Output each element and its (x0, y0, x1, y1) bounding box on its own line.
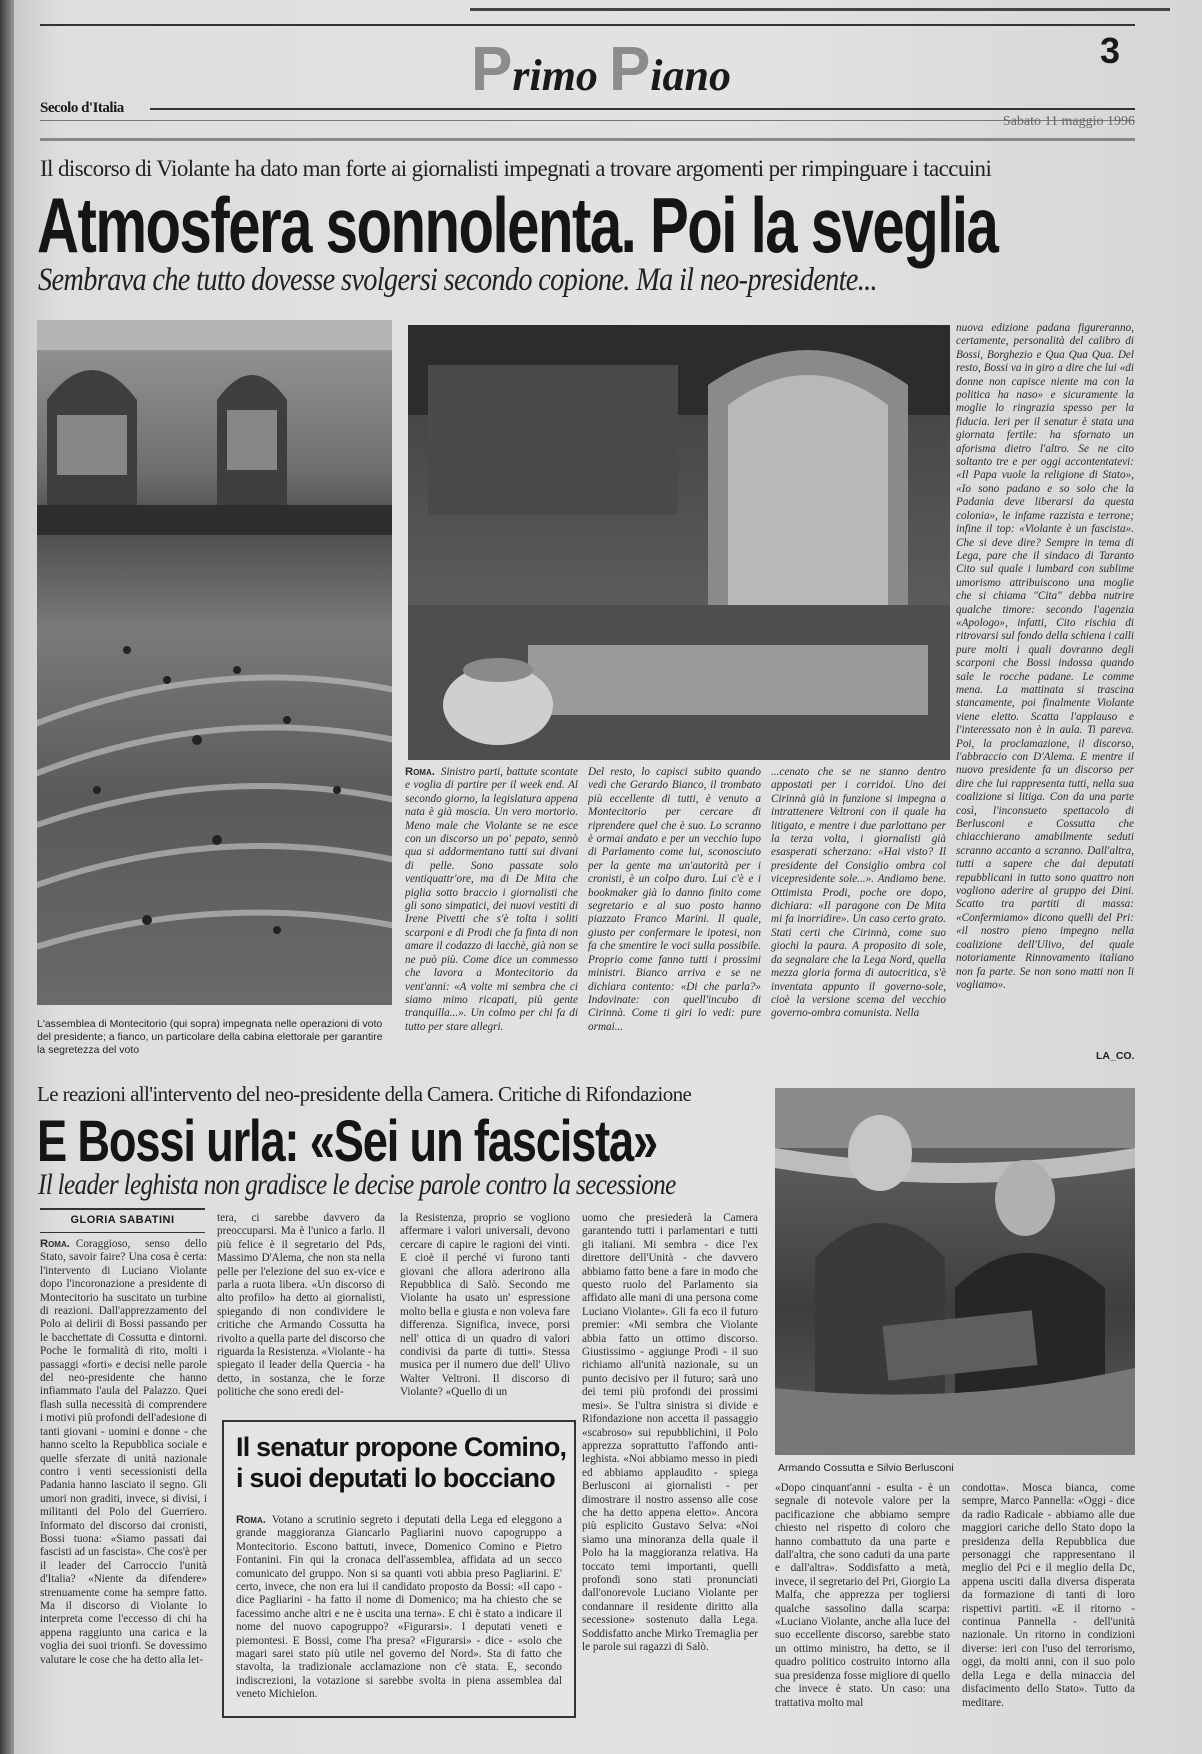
section-title-initial: P (608, 35, 651, 104)
dateline: Roma. (405, 766, 435, 778)
second-photo-caption: Armando Cossutta e Silvio Berlusconi (778, 1462, 954, 1474)
dateline: Roma. (236, 1514, 266, 1526)
header-rule (150, 108, 1135, 110)
second-headline: E Bossi urla: «Sei un fascista» (37, 1109, 657, 1174)
second-article-column: uomo che presiederà la Camera garantendo tutti i parlamentari e tutti gli italiani. Mi sembra - dice l'ex direttore dell'Unità - che davvero abbiamo fatto bene a fare in modo che questo ruolo del Parlamento sia affidato alle mani di una persona come Luciano Violante». Gli fa eco il futuro premier: «Mi sembra che Violante abbia fatto un ottimo discorso. Giustissimo - aggiunge Prodi - il suo richiamo all'unità nazionale, su un punto decisivo per il futuro; sarà uno dei temi più profondi dei prossimi mesi». Se l'ultra sinistra si divide e Rifondazione non accetta il passaggio «scabroso» sui repubblichini, il Polo apprezza soprattutto l'affondo anti-leghista. «Noi abbiamo messo in piedi ed abbiamo applaudito - spiega Berlusconi ai giornalisti - per dimostrare il nostro assenso alle cose che ha detto appena eletto». Ancora più esplicito Gustavo Selva: «Noi siamo una minoranza della quale il Polo ha la maggioranza relativa. Ha toccato temi importanti, quelli profondi sono stati pronunciati dall'onorevole Luciano Violante per condannare il residente diritto alla secessione» sostenuto dalla Lega. Soddisfatto anche Mirko Tremaglia per le parole sui ragazzi di Salò. (582, 1212, 758, 1653)
page-edge-shadow (0, 0, 14, 1754)
main-article-column: ...cenato che se ne stanno dentro appostati per i corridoi. Uno dei Cirinnà già in funzione si impegna a intrattenere Veltroni con il quale ha litigato, e mentre i due parlottano per la terza volta, i giornalisti già esasperati scherzano: «Hai visto? Il presidente del Consiglio ombra col vicepresidente sole...». Andiamo bene. Ottimista Prodi, poche ore dopo, dichiara: «Il paragone con De Mita mi fa inorridire». Un caso certo grato. Stati certi che Cirinnà, come suo giochi la paura. A proposito di sole, da segnalare che la Lega Nord, quella mezza gloria forma di autocritica, s'è inventata appunto il governo-sole, cioè la versione scema del vecchio governo-ombra comunista. Nella (771, 766, 946, 1020)
section-title-initial: P (471, 35, 513, 104)
sidebar-headline-line: Il senatur propone Comino, (236, 1432, 567, 1462)
second-subhead: Il leader leghista non gradisce le decise parole contro la secessione (38, 1168, 676, 1201)
sidebar-text: Votano a scrutinio segreto i deputati della Lega ed eleggono a grande maggioranza Giancarlo Pagliarini nuovo capogruppo a Montecitorio. Escono battuti, invece, Domenico Comino e Pietro Fontanini. Fin qui la cronaca dell'assemblea, affidata ad un secco comunicato del gruppo. Non si sa quanti voti abbia preso Pagliarini. E' certo, invece, che non era lui il candidato proposto da Bossi: «Il capo - dice Pagliarini - ha fatto il nome di Domenico; ma ha chiesto che se facessimo anche altri e ne è uscita una terna». E chi è stato a indicare il nome del nuovo capogruppo? «Figurarsi». I deputati veneti e piemontesi. E Bossi, come l'ha presa? «Figurarsi» - dice - «solo che magari sarei stato più utile nel governo del Nord». Sta di fatto che stavolta, la tradizionale acclamazione non c'è stata. E, secondo indiscrezioni, la votazione si sarebbe svolta in piena assemblea dal veneto Michielon. (236, 1514, 562, 1701)
main-article-column (405, 766, 578, 1064)
byline-rule (40, 1208, 205, 1210)
chamber-photo (37, 320, 392, 1005)
main-article-column: Del resto, lo capisci subito quando vedi che Gerardo Bianco, il trombato più eccellente di tutti, è venuto a Montecitorio per cercare di riprendere quel che è suo. Lo scranno è ormai andato e per un vecchio lupo di Parlamento come lui, sconosciuto per la gente ma un'autorità per i cronisti, è un colpo duro. Lui c'è e i bookmaker già lo danno finito come segretario e al suo posto hanno piazzato Franco Marini. Il quale, giusto per confermare le ipotesi, non fa che smentire le voci sulla possibile. Proprio come fanno tutti i prossimi ministri. Bianco arriva e se ne dichiara contento: «Di che parla?» Indovinate: con quell'incubo di Cirinnà. Come ti giri lo vedi: pure ormai... (588, 766, 761, 1033)
header-rule (40, 24, 1135, 26)
section-title-word: rimo (512, 51, 609, 100)
sidebar-headline-line: i suoi deputati lo bocciano (236, 1463, 555, 1493)
column-text: Coraggioso, senso dello Stato, savoir faire? Una cosa è certa: l'intervento di Luciano Violante dopo l'incoronazione a presidente di Montecitorio ha suscitato un turbine di reazioni. Dall'apprezzamento del Polo ai delirii di Bossi passando per le bacchettate di Cossutta e dintorni. Poche le formalità di rito, molti i passaggi «forti» e decisi nelle parole del neo-presidente che hanno infiammato l'aula del Palazzo. Quei flash sulla necessità di comprendere i motivi più profondi dell'adesione di tanti giovani - uomini e donne - che hanno scelto la Repubblica sociale e quelle sferzate di unità nazionale contro i venti secessionisti della Padania hanno lasciato il segno. Gli umori non graditi, invece, si divisi, i militanti del Polo del Guerriero. Informato del discorso dai cronisti, Bossi tuona: «Siamo passati dai fascisti ad un fascista». Che cos'è per il leader del Carroccio l'unità d'Italia? «Niente da difendere» strenuamente come ha sempre fatto. Ma il discorso di Violante lo interpreta come l'eccesso di chi ha appena raggiunto una carica e la voglia dei suoi trionfi. Se dovessimo valutare le cose che ha detto alla let- (40, 1238, 207, 1666)
main-headline: Atmosfera sonnolenta. Poi la sveglia (37, 181, 998, 269)
section-title-word: iano (650, 51, 731, 100)
byline: GLORIA SABATINI (70, 1214, 175, 1226)
main-subhead: Sembrava che tutto dovesse svolgersi secondo copione. Ma il neo-presidente... (38, 262, 877, 298)
sidebar-box (222, 1420, 576, 1718)
second-article-column: tera, ci sarebbe davvero da preoccuparsi. Ma è l'unico a farlo. Il più felice è il segretario del Pds, Massimo D'Alema, che non sta nella pelle per l'elezione del suo ex-vice e parla a ruota libera. «Un discorso di alto profilo» ha detto ai giornalisti, spiegando di non condividere le critiche che Armando Cossutta ha rivolto a quella parte del discorso che riguarda la Resistenza. «Violante - ha spiegato il leader della Quercia - ha detto, in sostanza, che le forze politiche che sono eredi del- (217, 1212, 385, 1399)
section-title (0, 34, 1202, 105)
sidebar-headline (236, 1432, 566, 1494)
column-text: Sinistro parti, battute scontate e voglia di partire per il week end. Al secondo giorno, la legislatura appena nata è già moscia. Un vero mortorio. Meno male che Violante se ne esce con un discorso un po' pepato, sennò qua si addormentano tutti sui divani di pelle. Sono passate solo ventiquattr'ore, ma di De Mita che piglia sotto braccio i giornalisti che gli sono simpatici, dei nuovi vestiti di Irene Pivetti che s'è tolta i soliti scarponi e di Prodi che fa finta di non amare il codazzo di lacchè, già non se ne può più. Come dice un commesso che lavora a Montecitorio da vent'anni: «A volte mi sembra che ci siamo mimo ricapati, più gente tranquilla...». Un colmo per chi fa di tutto per stare allegri. (405, 766, 578, 1033)
second-article-column (40, 1238, 207, 1714)
header-rule (40, 120, 1135, 121)
cossutta-berlusconi-photo (775, 1088, 1135, 1455)
second-article-column: la Resistenza, proprio se vogliono affermare i valori universali, devono cercare di capire le ragioni dei vinti. E cioè il perché vi furono tanti giovani che allora aderirono alla Repubblica di Salò. Secondo me Violante ha usato un' espressione molto bella e giusta e non voleva fare differenza. Significa, invece, porsi nell' ottica di un quadro di valori condivisi da parte di tutti». Stessa musica per il numero due dell' Ulivo Walter Veltroni. Il discorso di Violante? «Quello di un (400, 1212, 570, 1399)
cossutta-berlusconi-photo-image (775, 1088, 1135, 1455)
second-kicker: Le reazioni all'intervento del neo-presidente della Camera. Critiche di Rifondazione (37, 1082, 692, 1106)
byline-rule (40, 1232, 205, 1233)
issue-date: Sabato 11 maggio 1996 (1002, 114, 1135, 129)
dateline: Roma. (40, 1238, 70, 1250)
second-article-column: condotta». Mosca bianca, come sempre, Marco Pannella: «Oggi - dice da radio Radicale - abbiamo alle due maggiori cariche dello Stato dopo la presidenza della Repubblica due personaggi che rappresentano il meglio del Pci e il meglio della Dc, appena usciti dalla diversa disperata da formazione di tanti di loro rispettivi partiti. «E il ritorno - continua Pannella - dell'unità nazionale. Un ritorno in condizioni diverse: ieri con l'uso del terrorismo, oggi, da molti anni, con il suo polo della Lega e della minaccia del disfacimento dello Stato». Tutto da meditare. (962, 1482, 1135, 1709)
main-photo-caption: L'assemblea di Montecitorio (qui sopra) impegnata nelle operazioni di voto del presidente; a fianco, un particolare della cabina elettorale per garantire la segretezza del voto (37, 1018, 383, 1056)
voting-booth-photo-image (408, 325, 950, 760)
second-article-column: «Dopo cinquant'anni - esulta - è un segnale di notevole valore per la pacificazione che abbiamo sempre chiesto nel rispetto di coloro che hanno combattuto da una parte e dall'altra, che sono caduti da una parte e dall'altra». Soddisfatto a metà, invece, il segretario del Pri, Giorgio La Malfa, che apprezza per togliersi qualche sassolino dalla scarpa: «Luciano Violante, anche alla luce del suo eccellente discorso, sarebbe stato un ottimo ministro, ha detto, se il quadro politico costruito intorno alla sua presidenza fosse migliore di quello che invece è stato. Un caso: una trattativa molto mal (775, 1482, 950, 1709)
main-article-column: nuova edizione padana figureranno, certamente, personalità del calibro di Bossi, Borghezio e Qua Qua Qua. Del resto, Bossi va in giro a dire che lui «di donne non capisce niente ma con la politica ha naso» e sicuramente la moglie lo ringrazia spesso per la fiducia. Ieri per il senatur è stata una giornata fertile: ha sfornato un aforisma dietro l'altro. Se ne cito soltanto tre e per oggi accontentatevi: «Il Papa vuole la religione di Stato», «Io sono padano e so solo che la Padania deve liberarsi da questa colonia», le infame razzista e terrone; infine il top: «Violante è un fascista». Che si deve dire? Sempre in tema di Lega, pare che il sindaco di Taranto Cito sul quale i lumbard con sublime umorismo attribuiscono una moglie che si chiama "Cita" debba nutrire qualche timore: secondo l'agenzia «Apologo», infatti, Cito rischia di ritrovarsi sul fondo della schiena i calli pure molti i quali dovranno degli scarponi che Bossi indossa quando sale le rocche padane. Le comme mena. La mattinata si trascina stancamente, poi finalmente Violante viene eletto. Scatta l'applauso e l'interessato non è in aula. Ti pareva. Poi, la proclamazione, il discorso, l'abbraccio con D'Alema. E mentre il nuovo presidente fa un discorso per dire che lui rappresenta tutti, nella sua coalizione si litiga. Con da una parte così, l'inconsueto spettacolo di Berlusconi e Cossutta che chiacchierano amabilmente seduti scranno accanto a scranno. Dall'altra, tutti a sapere che dai deputati repubblicani in tutto sono quattro non vogliono aderire al gruppo dei Dini. Scatto tra partiti di massa: «Confermiamo» dicono quelli del Pri: «il nostro pieno impegno nella coalizione dell'Ulivo, del quale notoriamente Rinnovamento italiano non fa parte. Se non sono matti non li vogliamo». (956, 322, 1134, 991)
chamber-photo-image (37, 320, 392, 1005)
main-kicker: Il discorso di Violante ha dato man forte ai giornalisti impegnati a trovare argomenti per rimpinguare i taccuini (40, 156, 992, 181)
masthead: Secolo d'Italia (40, 100, 124, 116)
header-rule (40, 138, 1135, 141)
author-signature: LA_CO. (1096, 1050, 1135, 1062)
page-number: 3 (1100, 30, 1121, 71)
top-rule (470, 8, 1170, 11)
voting-booth-photo (408, 325, 950, 760)
sidebar-body (236, 1514, 562, 1710)
